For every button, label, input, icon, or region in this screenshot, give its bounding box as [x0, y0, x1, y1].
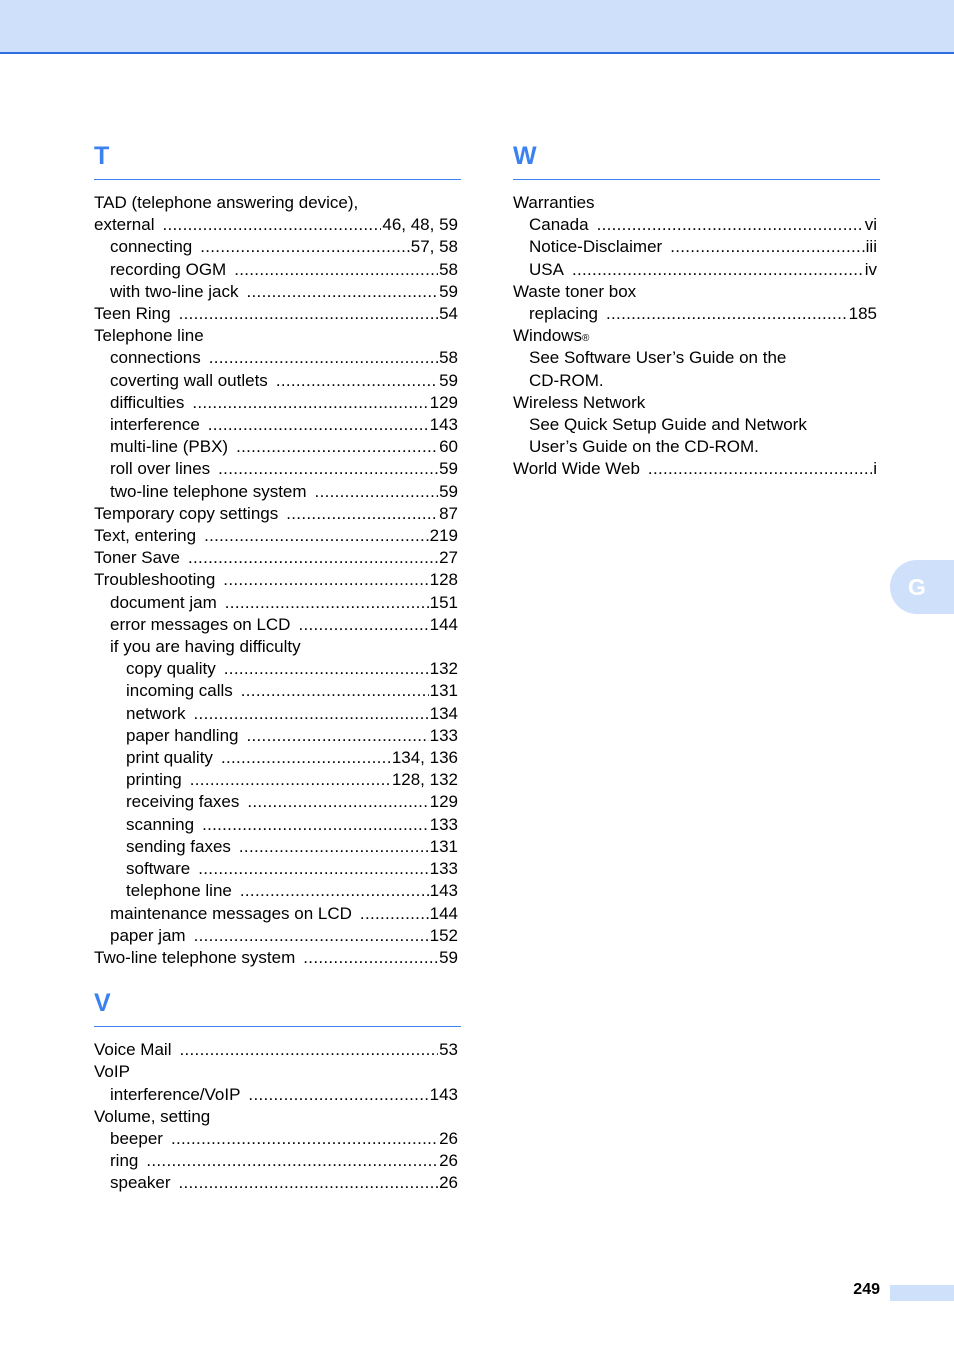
index-entry: [513, 370, 877, 392]
dot-leader: [248, 1084, 428, 1106]
dot-leader: [240, 880, 429, 902]
page-number: 249: [853, 1281, 880, 1298]
page-reference[interactable]: 59: [439, 947, 458, 967]
header-band: [0, 0, 954, 54]
dot-leader: [247, 791, 428, 813]
dot-leader: [192, 392, 428, 414]
page-reference[interactable]: 143: [429, 881, 458, 901]
index-entry: [94, 547, 458, 569]
footer-tab: [890, 1285, 954, 1301]
page-reference[interactable]: 59: [439, 459, 458, 479]
index-term: printing: [126, 770, 182, 790]
index-entry: [94, 303, 458, 325]
index-entry: [94, 1039, 458, 1061]
dot-leader: [247, 281, 439, 303]
index-entry: [94, 791, 458, 813]
dot-leader: [200, 236, 410, 258]
dot-leader: [298, 614, 428, 636]
index-term: network: [126, 703, 186, 723]
index-entry: [513, 236, 877, 258]
index-term: Voice Mail: [94, 1040, 172, 1060]
page-reference[interactable]: 54: [439, 304, 458, 324]
dot-leader: [218, 458, 438, 480]
index-term: TAD (telephone answering device),: [94, 193, 359, 212]
index-term: multi-line (PBX): [110, 437, 229, 457]
page-reference[interactable]: 219: [429, 526, 458, 546]
page-reference[interactable]: 134, 136: [391, 748, 458, 768]
section-heading-t: T: [94, 140, 461, 180]
index-term: software: [126, 859, 191, 879]
index-term: incoming calls: [126, 681, 233, 701]
dot-leader: [606, 303, 848, 325]
index-term: User’s Guide on the CD-ROM.: [529, 437, 759, 457]
index-term: CD-ROM.: [529, 370, 604, 390]
index-term: interference: [110, 415, 200, 435]
dot-leader: [276, 370, 438, 392]
index-term: Volume, setting: [94, 1106, 211, 1126]
page-reference[interactable]: 58: [439, 259, 458, 279]
index-entry: [94, 1084, 458, 1106]
dot-leader: [146, 1150, 438, 1172]
dot-leader: [234, 259, 438, 281]
index-term: Waste toner box: [513, 281, 637, 301]
page-reference[interactable]: 132: [429, 659, 458, 679]
index-entry: [94, 769, 458, 791]
index-term: sending faxes: [126, 836, 231, 856]
index-entry: [94, 636, 458, 658]
index-entry: Windows ®: [513, 325, 877, 347]
dot-leader: [178, 1172, 438, 1194]
page-reference[interactable]: 128, 132: [391, 770, 458, 790]
index-term: Warranties: [513, 193, 595, 212]
index-entry: [94, 703, 458, 725]
page-reference[interactable]: 143: [429, 415, 458, 435]
index-term: Two-line telephone system: [94, 947, 296, 967]
index-term: Notice-Disclaimer: [529, 237, 663, 257]
index-entry: [513, 192, 877, 214]
page-reference[interactable]: iii: [865, 237, 877, 257]
index-entry: [94, 569, 458, 591]
index-column-left: [94, 140, 461, 1195]
index-term: USA: [529, 259, 564, 279]
page-reference[interactable]: 143: [429, 1084, 458, 1104]
index-term: print quality: [126, 748, 213, 768]
page-reference[interactable]: 129: [429, 792, 458, 812]
dot-leader: [225, 592, 429, 614]
page-reference[interactable]: 58: [439, 348, 458, 368]
index-entry: [94, 192, 458, 214]
index-entry: [94, 236, 458, 258]
section-heading-v: V: [94, 987, 461, 1027]
index-entry: [94, 747, 458, 769]
index-term: telephone line: [126, 881, 232, 901]
index-term: with two-line jack: [110, 281, 239, 301]
page-reference[interactable]: 144: [429, 903, 458, 923]
index-entry: [94, 903, 458, 925]
page-reference[interactable]: vi: [864, 215, 877, 235]
index-term: coverting wall outlets: [110, 370, 268, 390]
page-reference[interactable]: 133: [429, 814, 458, 834]
index-term: Troubleshooting: [94, 570, 216, 590]
index-term: replacing: [529, 304, 598, 324]
index-term: See Quick Setup Guide and Network: [529, 415, 807, 435]
index-term: connections: [110, 348, 201, 368]
index-term: World Wide Web: [513, 459, 640, 479]
index-term: maintenance messages on LCD: [110, 903, 352, 923]
dot-leader: [670, 236, 864, 258]
dot-leader: [648, 458, 872, 480]
page-reference[interactable]: 60: [439, 437, 458, 457]
index-entry: [94, 259, 458, 281]
index-entry: [513, 392, 877, 414]
index-entry: [94, 370, 458, 392]
index-term: connecting: [110, 237, 193, 257]
index-entry: [94, 947, 458, 969]
index-column-right: [513, 140, 880, 481]
index-term: roll over lines: [110, 459, 211, 479]
index-entry: [94, 680, 458, 702]
dot-leader: [236, 436, 438, 458]
index-entry: [94, 503, 458, 525]
dot-leader: [202, 814, 429, 836]
dot-leader: [204, 525, 429, 547]
index-entry: [94, 525, 458, 547]
index-entry: [94, 814, 458, 836]
section-entries-w: [513, 192, 880, 481]
dot-leader: [190, 769, 391, 791]
section-entries-v: [94, 1039, 461, 1194]
dot-leader: [224, 658, 429, 680]
index-term: receiving faxes: [126, 792, 240, 812]
index-entry: [94, 658, 458, 680]
index-entry: [94, 414, 458, 436]
index-entry: [94, 1106, 458, 1128]
page-reference[interactable]: 27: [439, 548, 458, 568]
index-term: Toner Save: [94, 548, 180, 568]
index-entry: [94, 1128, 458, 1150]
dot-leader: [194, 703, 429, 725]
page-reference[interactable]: 129: [429, 392, 458, 412]
page-reference[interactable]: 133: [429, 725, 458, 745]
index-term: interference/VoIP: [110, 1084, 241, 1104]
dot-leader: [209, 347, 438, 369]
index-entry: [94, 436, 458, 458]
page-reference[interactable]: iv: [864, 259, 877, 279]
dot-leader: [208, 414, 429, 436]
index-entry: [94, 836, 458, 858]
index-entry: [513, 458, 877, 480]
page-reference[interactable]: 59: [439, 281, 458, 301]
index-term: speaker: [110, 1173, 171, 1193]
index-entry: [513, 259, 877, 281]
dot-leader: [194, 925, 429, 947]
page-reference[interactable]: 57, 58: [410, 237, 458, 257]
page-reference[interactable]: 131: [429, 681, 458, 701]
page-reference[interactable]: 131: [429, 836, 458, 856]
page-reference[interactable]: 59: [439, 370, 458, 390]
page-reference[interactable]: 59: [439, 481, 458, 501]
index-entry: [94, 347, 458, 369]
index-entry: [94, 481, 458, 503]
dot-leader: [597, 214, 864, 236]
dot-leader: [303, 947, 438, 969]
index-term: Windows: [513, 326, 582, 346]
index-term: difficulties: [110, 392, 185, 412]
page-reference[interactable]: 53: [439, 1040, 458, 1060]
page-reference[interactable]: 26: [439, 1128, 458, 1148]
index-entry: [513, 436, 877, 458]
index-entry: [94, 592, 458, 614]
page-reference[interactable]: 134: [429, 703, 458, 723]
page-reference[interactable]: 26: [439, 1151, 458, 1171]
index-term: VoIP: [94, 1062, 130, 1082]
index-entry: [513, 414, 877, 436]
index-entry: [94, 1061, 458, 1083]
index-term: error messages on LCD: [110, 614, 291, 634]
dot-leader: [223, 569, 428, 591]
index-term: if you are having difficulty: [110, 637, 301, 657]
page-reference[interactable]: 133: [429, 859, 458, 879]
index-term: recording OGM: [110, 259, 227, 279]
index-term: two-line telephone system: [110, 481, 307, 501]
dot-leader: [239, 836, 429, 858]
index-entry: [94, 1172, 458, 1194]
dot-leader: [286, 503, 438, 525]
index-term: document jam: [110, 592, 217, 612]
index-entry: [94, 325, 458, 347]
index-entry: [94, 1150, 458, 1172]
index-entry: [94, 858, 458, 880]
dot-leader: [241, 680, 429, 702]
page-reference[interactable]: 46, 48, 59: [382, 215, 458, 235]
index-entry: [513, 303, 877, 325]
index-term: Canada: [529, 215, 589, 235]
chapter-tab-g[interactable]: [890, 560, 954, 614]
chapter-tab-label: G: [908, 573, 926, 600]
dot-leader: [246, 725, 428, 747]
page-reference[interactable]: 185: [848, 304, 877, 324]
section-entries-t: [94, 192, 461, 969]
dot-leader: [221, 747, 391, 769]
page-reference[interactable]: i: [873, 459, 877, 479]
index-term: See Software User’s Guide on the: [529, 348, 787, 368]
index-term: external: [94, 215, 155, 235]
dot-leader: [360, 903, 429, 925]
dot-leader: [198, 858, 428, 880]
index-term: Telephone line: [94, 326, 204, 346]
page-reference[interactable]: 128: [429, 570, 458, 590]
page-reference[interactable]: 152: [429, 925, 458, 945]
index-term: beeper: [110, 1128, 163, 1148]
index-entry: [94, 392, 458, 414]
dot-leader: [171, 1128, 438, 1150]
dot-leader: [572, 259, 864, 281]
index-entry: [94, 880, 458, 902]
page-reference[interactable]: 87: [439, 503, 458, 523]
dot-leader: [179, 1039, 438, 1061]
index-entry: [94, 925, 458, 947]
page-reference[interactable]: 151: [429, 592, 458, 612]
index-term: Temporary copy settings: [94, 503, 279, 523]
index-entry: [513, 281, 877, 303]
index-term: paper jam: [110, 925, 186, 945]
page-reference[interactable]: 144: [429, 614, 458, 634]
index-term: scanning: [126, 814, 195, 834]
index-term: Wireless Network: [513, 392, 646, 412]
index-entry: [513, 214, 877, 236]
index-entry: [94, 214, 458, 236]
index-term: ring: [110, 1151, 139, 1171]
index-entry: [94, 458, 458, 480]
index-entry: [94, 614, 458, 636]
index-term: Teen Ring: [94, 304, 171, 324]
index-term: copy quality: [126, 659, 216, 679]
dot-leader: [315, 481, 439, 503]
dot-leader: [179, 303, 439, 325]
section-heading-w: W: [513, 140, 880, 180]
dot-leader: [188, 547, 438, 569]
index-term: paper handling: [126, 725, 239, 745]
page-reference[interactable]: 26: [439, 1173, 458, 1193]
dot-leader: [162, 214, 381, 236]
index-entry: [94, 725, 458, 747]
index-entry: [513, 347, 877, 369]
index-entry: [94, 281, 458, 303]
index-term: Text, entering: [94, 526, 197, 546]
